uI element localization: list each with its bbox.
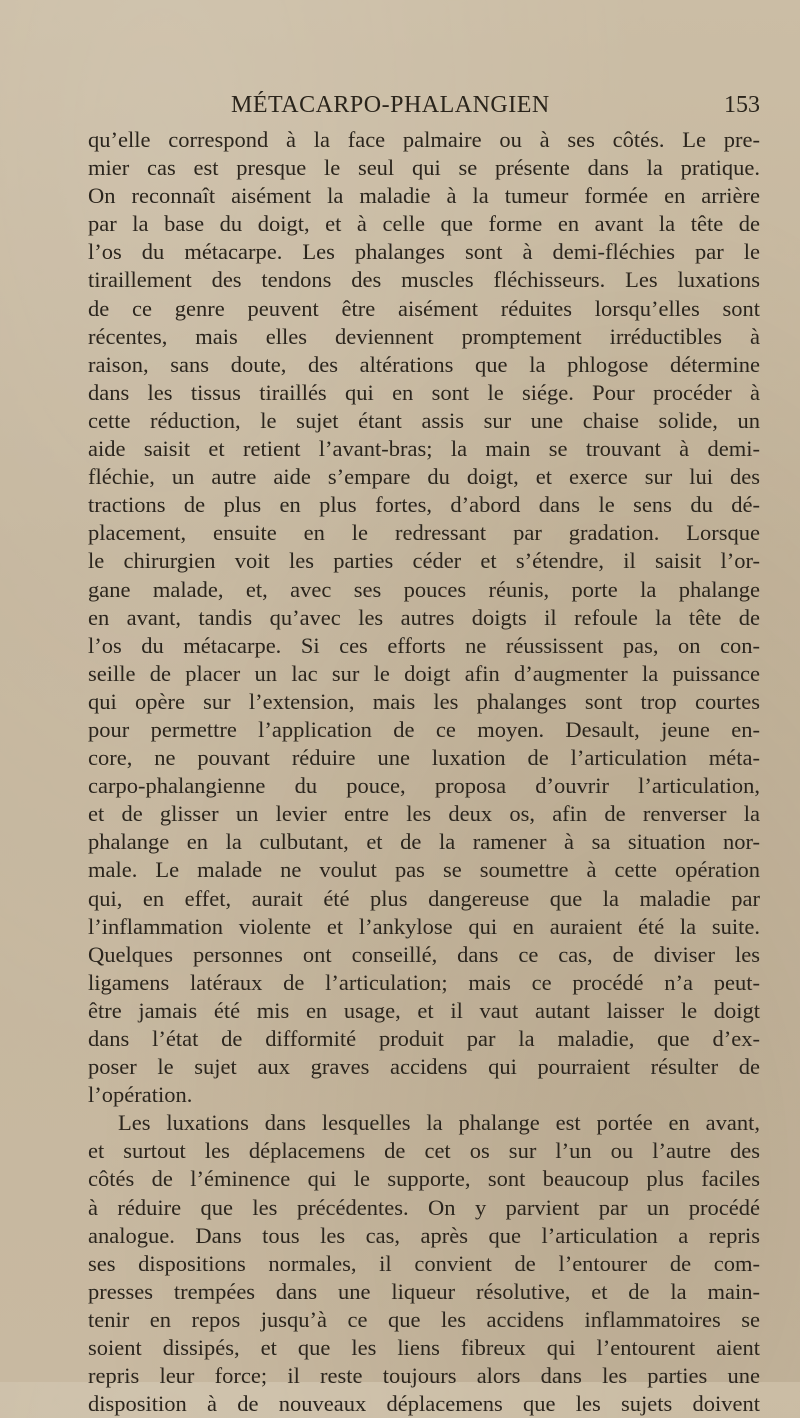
text-line: disposition à de nouveaux déplacemens que les sujets doivent (88, 1391, 760, 1417)
text-line: l’inflammation violente et l’ankylose qui en auraient été la suite. (88, 913, 760, 939)
text-line: repris leur force; il reste toujours alors dans les parties une (88, 1363, 760, 1389)
page-header (88, 92, 760, 122)
text-line: Quelques personnes ont conseillé, dans ce cas, de diviser les (88, 941, 760, 967)
page-number: 153 (724, 92, 760, 118)
text-line: tenir en repos jusqu’à ce que les accidens inflammatoires se (88, 1306, 760, 1332)
text-line: tiraillement des tendons des muscles fléchisseurs. Les luxations (88, 267, 760, 293)
text-line: On reconnaît aisément la maladie à la tumeur formée en arrière (88, 183, 760, 209)
text-line: ligamens latéraux de l’articulation; mais ce procédé n’a peut- (88, 969, 760, 995)
text-line: presses trempées dans une liqueur résolutive, et de la main- (88, 1278, 760, 1304)
text-line: tractions de plus en plus fortes, d’abord dans le sens du dé- (88, 492, 760, 518)
text-line: de ce genre peuvent être aisément réduites lorsqu’elles sont (88, 295, 760, 321)
text-line: raison, sans doute, des altérations que la phlogose détermine (88, 351, 760, 377)
text-line: récentes, mais elles deviennent promptement irréductibles à (88, 323, 760, 349)
text-line: core, ne pouvant réduire une luxation de l’articulation méta- (88, 745, 760, 771)
text-line: l’os du métacarpe. Les phalanges sont à demi-fléchies par le (88, 239, 760, 265)
text-line: analogue. Dans tous les cas, après que l’articulation a repris (88, 1222, 760, 1248)
text-line: et surtout les déplacemens de cet os sur l’un ou l’autre des (88, 1138, 760, 1164)
text-line: qui opère sur l’extension, mais les phalanges sont trop courtes (88, 688, 760, 714)
text-line: être jamais été mis en usage, et il vaut autant laisser le doigt (88, 997, 760, 1023)
text-line: mier cas est presque le seul qui se présente dans la pratique. (88, 155, 760, 181)
body-text (88, 126, 760, 1418)
running-head: MÉTACARPO-PHALANGIEN (231, 92, 550, 118)
text-line: l’os du métacarpe. Si ces efforts ne réussissent pas, on con- (88, 632, 760, 658)
text-line: dans les tissus tiraillés qui en sont le siége. Pour procéder à (88, 379, 760, 405)
text-line: le chirurgien voit les parties céder et s’étendre, il saisit l’or- (88, 548, 760, 574)
text-line: cette réduction, le sujet étant assis sur une chaise solide, un (88, 407, 760, 433)
text-line: ses dispositions normales, il convient de l’entourer de com- (88, 1250, 760, 1276)
text-line: aide saisit et retient l’avant-bras; la main se trouvant à demi- (88, 436, 760, 462)
text-line: qui, en effet, aurait été plus dangereuse que la maladie par (88, 885, 760, 911)
text-line: qu’elle correspond à la face palmaire ou à ses côtés. Le pre- (88, 127, 760, 152)
text-line: soient dissipés, et que les liens fibreux qui l’entourent aient (88, 1335, 760, 1361)
text-line: phalange en la culbutant, et de la ramener à sa situation nor- (88, 829, 760, 855)
text-line: par la base du doigt, et à celle que forme en avant la tête de (88, 211, 760, 237)
text-line: male. Le malade ne voulut pas se soumettre à cette opération (88, 857, 760, 883)
text-line: dans l’état de difformité produit par la maladie, que d’ex- (88, 1026, 760, 1051)
text-line: pour permettre l’application de ce moyen. Desault, jeune en- (88, 716, 760, 742)
text-line: côtés de l’éminence qui le supporte, sont beaucoup plus faciles (88, 1166, 760, 1192)
text-line: poser le sujet aux graves accidens qui pourraient résulter de (88, 1054, 760, 1080)
text-line: Les luxations dans lesquelles la phalange est portée en avant, (118, 1110, 760, 1136)
text-line: l’opération. (88, 1082, 193, 1108)
text-line: placement, ensuite en le redressant par gradation. Lorsque (88, 520, 760, 546)
text-line: en avant, tandis qu’avec les autres doigts il refoule la tête de (88, 604, 760, 630)
text-line: à réduire que les précédentes. On y parvient par un procédé (88, 1194, 760, 1220)
text-line: carpo-phalangienne du pouce, proposa d’ouvrir l’articulation, (88, 773, 760, 799)
text-line: fléchie, un autre aide s’empare du doigt, et exerce sur lui des (88, 464, 760, 490)
text-line: gane malade, et, avec ses pouces réunis, porte la phalange (88, 576, 760, 602)
text-line: et de glisser un levier entre les deux os, afin de renverser la (88, 801, 760, 827)
text-line: seille de placer un lac sur le doigt afin d’augmenter la puissance (88, 660, 760, 686)
